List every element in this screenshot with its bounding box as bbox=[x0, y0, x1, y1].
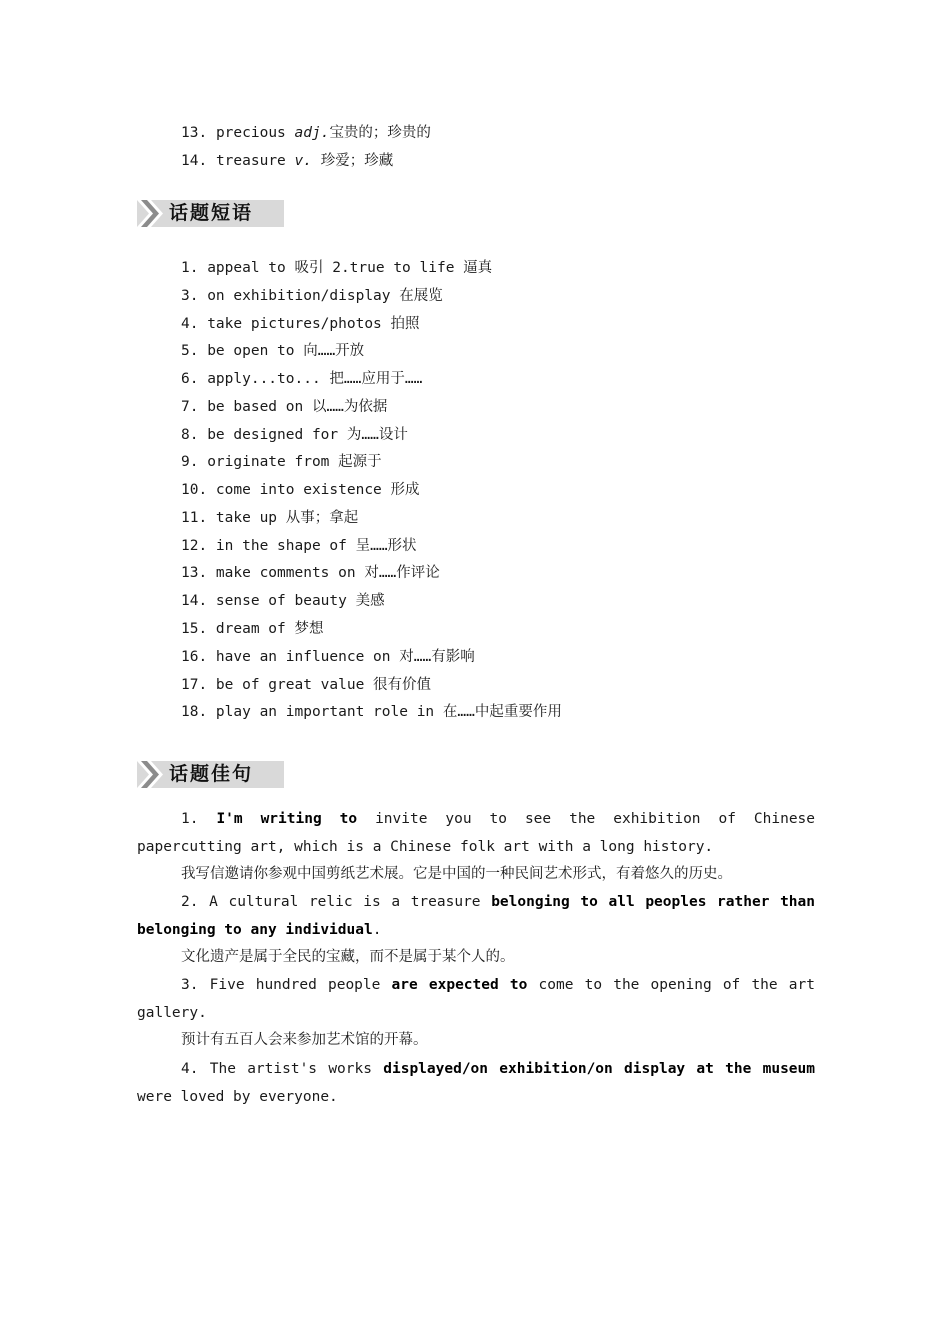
vocab-meaning: 宝贵的；珍贵的 bbox=[329, 125, 431, 141]
vocab-num: 13. bbox=[181, 125, 208, 141]
vocab-pos: v. bbox=[294, 153, 312, 169]
vocab-meaning: 珍爱；珍藏 bbox=[320, 153, 394, 169]
sentence-text: A cultural relic is a treasure bbox=[198, 894, 492, 910]
sentence-num: 3. bbox=[181, 977, 199, 993]
sentence-text: come to the opening of the art gallery. bbox=[137, 977, 815, 1021]
vocab-item-13 bbox=[181, 123, 431, 143]
phrase-item: 3. on exhibition/display 在展览 bbox=[181, 288, 443, 304]
section-header-phrases bbox=[137, 200, 284, 227]
sentence-3 bbox=[137, 971, 815, 1027]
phrase-item: 16. have an influence on 对……有影响 bbox=[181, 649, 475, 665]
sentence-key-phrase: displayed/on exhibition/on display at the museum bbox=[383, 1061, 815, 1077]
vocab-pos: adj. bbox=[294, 125, 330, 141]
sentence-num: 1. bbox=[181, 811, 199, 827]
sentence-3-translation: 预计有五百人会来参加艺术馆的开幕。 bbox=[181, 1032, 428, 1048]
sentence-1-translation: 我写信邀请你参观中国剪纸艺术展。它是中国的一种民间艺术形式，有着悠久的历史。 bbox=[181, 866, 732, 882]
sentence-2 bbox=[137, 888, 815, 944]
sentence-1 bbox=[137, 805, 815, 861]
section-title: 话题短语 bbox=[169, 202, 254, 224]
phrase-item: 9. originate from 起源于 bbox=[181, 454, 382, 470]
phrase-item: 12. in the shape of 呈……形状 bbox=[181, 538, 417, 554]
phrase-item: 10. come into existence 形成 bbox=[181, 482, 420, 498]
sentence-2-translation: 文化遗产是属于全民的宝藏，而不是属于某个人的。 bbox=[181, 949, 515, 965]
vocab-item-14 bbox=[181, 151, 393, 171]
vocab-word: treasure bbox=[215, 153, 286, 169]
sentence-4 bbox=[137, 1055, 815, 1111]
phrase-item: 8. be designed for 为……设计 bbox=[181, 427, 408, 443]
section-title: 话题佳句 bbox=[169, 763, 254, 785]
phrase-item: 17. be of great value 很有价值 bbox=[181, 677, 432, 693]
phrase-item: 11. take up 从事；拿起 bbox=[181, 510, 359, 526]
vocab-word: precious bbox=[215, 125, 286, 141]
sentence-text: invite you to see the exhibition of Chinese papercutting art, which is a Chinese folk art with a long history. bbox=[137, 811, 816, 855]
sentence-key-phrase: belonging to all peoples rather than belonging to any individual bbox=[137, 894, 815, 938]
phrase-item: 13. make comments on 对……作评论 bbox=[181, 565, 440, 581]
phrase-item: 1. appeal to 吸引 2.true to life 逼真 bbox=[181, 260, 493, 276]
sentence-text: were loved by everyone. bbox=[137, 1089, 338, 1105]
chevron-right-icon bbox=[137, 761, 167, 788]
sentence-key-phrase: are expected to bbox=[391, 977, 528, 993]
sentence-text: Five hundred people bbox=[198, 977, 392, 993]
phrase-item: 6. apply...to... 把……应用于…… bbox=[181, 371, 423, 387]
section-header-sentences bbox=[137, 761, 284, 788]
vocab-num: 14. bbox=[181, 153, 208, 169]
sentence-num: 2. bbox=[181, 894, 199, 910]
phrase-item: 4. take pictures/photos 拍照 bbox=[181, 316, 420, 332]
phrase-item: 15. dream of 梦想 bbox=[181, 621, 324, 637]
sentence-end: . bbox=[372, 922, 382, 938]
sentence-key-phrase: I'm writing to bbox=[216, 811, 358, 827]
phrase-item: 7. be based on 以……为依据 bbox=[181, 399, 388, 415]
phrase-item: 18. play an important role in 在……中起重要作用 bbox=[181, 704, 562, 720]
sentence-num: 4. bbox=[181, 1061, 199, 1077]
phrase-item: 5. be open to 向……开放 bbox=[181, 343, 365, 359]
sentence-text: The artist's works bbox=[198, 1061, 384, 1077]
phrase-item: 14. sense of beauty 美感 bbox=[181, 593, 385, 609]
chevron-right-icon bbox=[137, 200, 167, 227]
